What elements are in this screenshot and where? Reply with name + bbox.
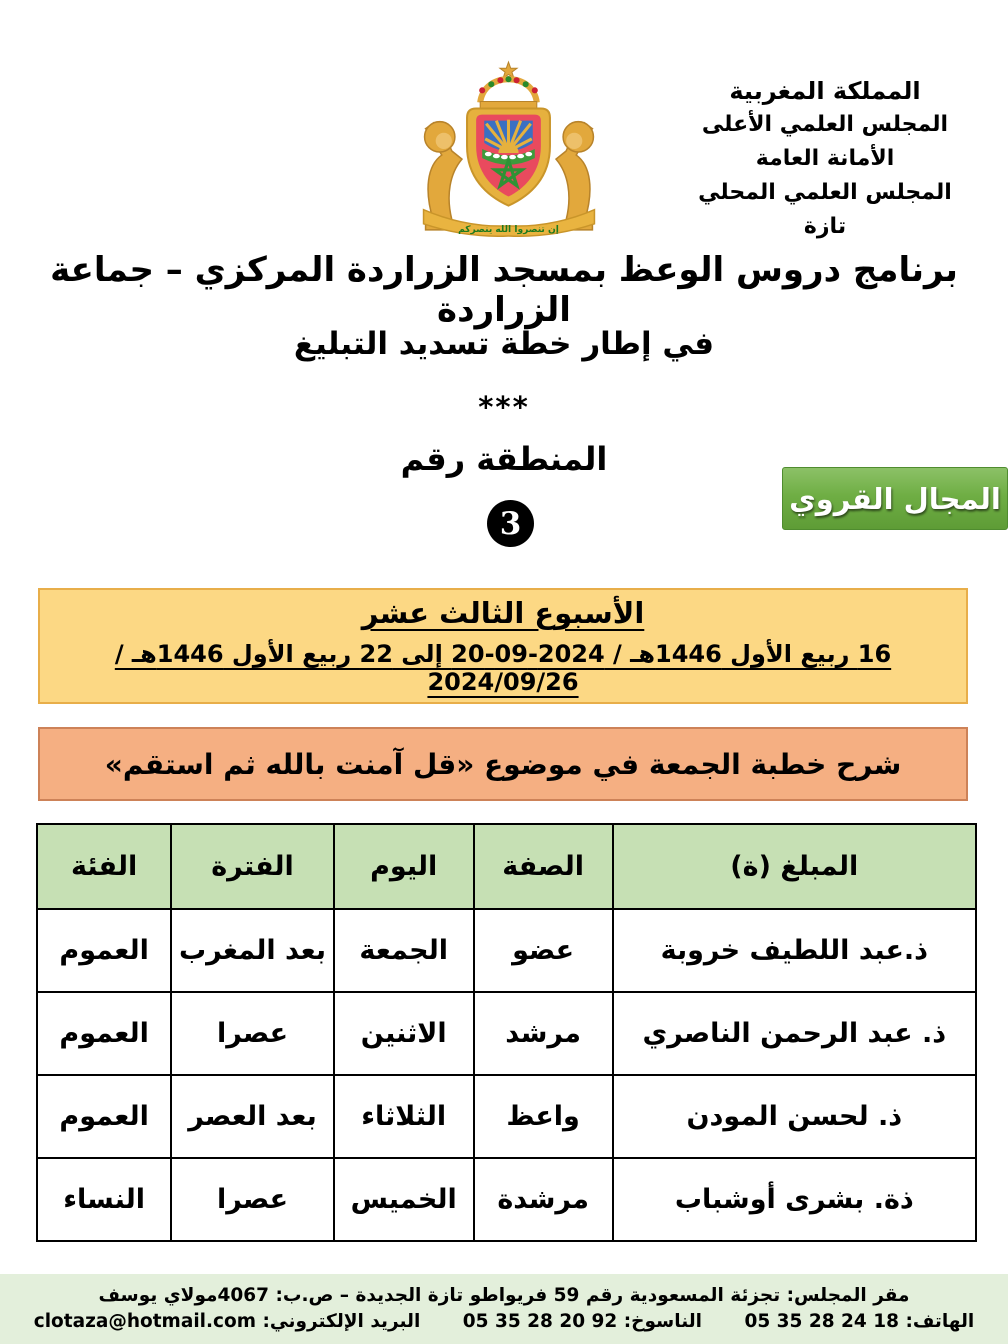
cell-role: عضو [474, 909, 613, 992]
cell-period: بعد العصر [171, 1075, 333, 1158]
cell-role: واعظ [474, 1075, 613, 1158]
footer [0, 1274, 1008, 1344]
contact-line [0, 1309, 1008, 1335]
week-title: الأسبوع الثالث عشر [361, 596, 645, 630]
subject-text: شرح خطبة الجمعة في موضوع «قل آمنت بالله ثم استقم» [104, 747, 902, 781]
phone-group [738, 1311, 974, 1332]
col-header-role: الصفة [474, 824, 613, 909]
address-line: مقر المجلس: تجزئة المسعودية رقم 59 فريواطو تازة الجديدة – ص.ب: 4067مولاي يوسف [98, 1285, 910, 1306]
rural-area-badge [782, 467, 1008, 530]
cell-audience: العموم [37, 1075, 171, 1158]
subject-banner [38, 727, 968, 801]
zone-number-badge [487, 500, 534, 547]
col-header-audience: الفئة [37, 824, 171, 909]
table-row [37, 1158, 976, 1241]
kingdom-line: الأمانة العامة [755, 146, 895, 171]
cell-preacher: ذ. عبد الرحمن الناصري [613, 992, 976, 1075]
col-header-preacher: المبلغ (ة) [613, 824, 976, 909]
cell-role: مرشدة [474, 1158, 613, 1241]
kingdom-line: المجلس العلمي الأعلى [701, 112, 949, 137]
cell-audience: العموم [37, 909, 171, 992]
cell-day: الاثنين [334, 992, 474, 1075]
email-group [34, 1311, 421, 1332]
week-date-range: 16 ربيع الأول 1446هـ / 2024-09-20 إلى 22 ربيع الأول 1446هـ / 2024/09/26 [114, 640, 892, 696]
morocco-coat-of-arms-icon [403, 60, 615, 240]
col-header-period: الفترة [171, 824, 333, 909]
phone-label: الهاتف: [905, 1311, 975, 1332]
stars-separator: *** [478, 390, 530, 424]
schedule-table [36, 823, 977, 1242]
cell-audience: العموم [37, 992, 171, 1075]
cell-day: الخميس [334, 1158, 474, 1241]
table-row [37, 992, 976, 1075]
cell-period: عصرا [171, 992, 333, 1075]
official-header [660, 74, 990, 244]
kingdom-line: المملكة المغربية [729, 77, 921, 105]
fax-group [456, 1311, 702, 1332]
zone-number: 3 [499, 505, 522, 542]
fax-label: الناسوخ: [623, 1311, 703, 1332]
zone-label: المنطقة رقم [400, 440, 608, 478]
rural-area-label: المجال القروي [789, 481, 1001, 516]
week-banner [38, 588, 968, 704]
cell-preacher: ذة. بشرى أوشباب [613, 1158, 976, 1241]
kingdom-line: المجلس العلمي المحلي [698, 180, 952, 205]
program-subtitle: في إطار خطة تسديد التبليغ [293, 326, 715, 362]
cell-period: عصرا [171, 1158, 333, 1241]
cell-preacher: ذ.عبد اللطيف خروبة [613, 909, 976, 992]
table-row [37, 1075, 976, 1158]
table-row [37, 909, 976, 992]
cell-audience: النساء [37, 1158, 171, 1241]
program-title: برنامج دروس الوعظ بمسجد الزراردة المركزي – جماعة الزراردة [50, 250, 958, 330]
cell-day: الثلاثاء [334, 1075, 474, 1158]
table-header-row [37, 824, 976, 909]
phone-number: 05 35 28 24 18 [744, 1311, 899, 1332]
cell-role: مرشد [474, 992, 613, 1075]
kingdom-line: تازة [803, 214, 847, 239]
cell-day: الجمعة [334, 909, 474, 992]
email-label: البريد الإلكتروني: [262, 1311, 421, 1332]
email-address: clotaza@hotmail.com [33, 1311, 256, 1332]
cell-preacher: ذ. لحسن المودن [613, 1075, 976, 1158]
emblem-motto: إن تنصروا الله ينصركم [458, 224, 559, 235]
col-header-day: اليوم [334, 824, 474, 909]
cell-period: بعد المغرب [171, 909, 333, 992]
fax-number: 05 35 28 20 92 [462, 1311, 618, 1332]
